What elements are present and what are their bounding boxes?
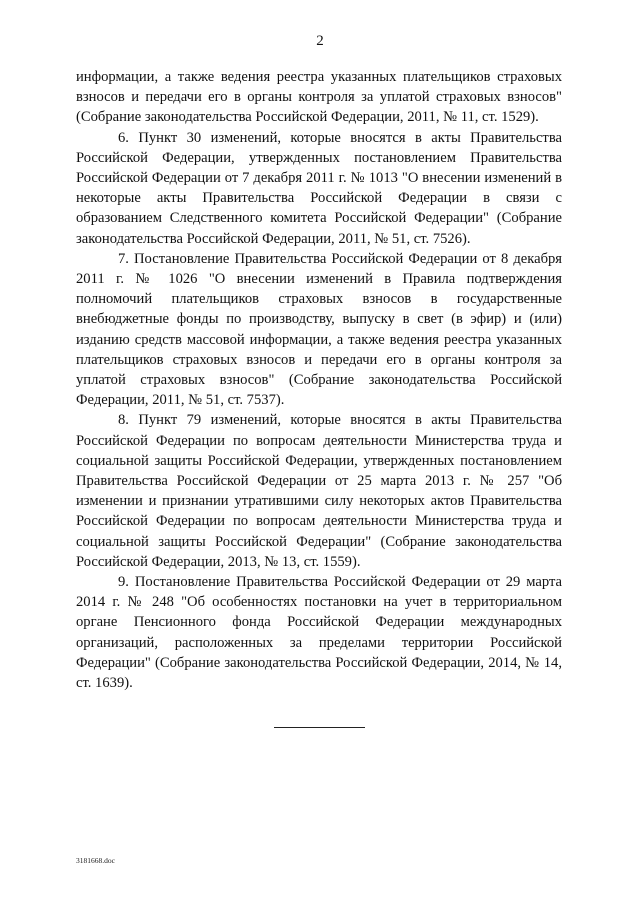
document-body xyxy=(76,67,562,693)
footer-file-name: 3181668.doc xyxy=(76,856,115,865)
paragraph-item-9: 9. Постановление Правительства Российской Федерации от 29 марта 2014 г. № 248 "Об особенностях постановки на учет в территориальном органе Пенсионного фонда Российской Федерации международных организаций, расположенных за пределами территории Российской Федерации" (Собрание законодательства Российской Федерации, 2014, № 14, ст. 1639). xyxy=(76,574,562,692)
paragraph-item-6: 6. Пункт 30 изменений, которые вносятся в акты Правительства Российской Федерации, утвержденных постановлением Правительства Российской Федерации от 7 декабря 2011 г. № 1013 "О внесении изменений в некоторые акты Правительства Российской Федерации в связи с образованием Следственного комитета Российской Федерации" (Собрание законодательства Российской Федерации, 2011, № 51, ст. 7526). xyxy=(76,129,562,247)
page-number: 2 xyxy=(316,33,324,49)
paragraph-continuation: информации, а также ведения реестра указанных плательщиков страховых взносов и передачи его в органы контроля за уплатой страховых взносов" (Собрание законодательства Российской Федерации, 2011, № 11, ст. 1529). xyxy=(76,69,562,126)
paragraph-item-8: 8. Пункт 79 изменений, которые вносятся в акты Правительства Российской Федерации по вопросам деятельности Министерства труда и социальной защиты Российской Федерации, утвержденных постановлением Правительства Российской Федерации от 25 марта 2013 г. № 257 "Об изменении и признании утратившими силу некоторых актов Правительства Российской Федерации по вопросам деятельности Министерства труда и социальной защиты Российской Федерации" (Собрание законодательства Российской Федерации, 2013, № 13, ст. 1559). xyxy=(76,412,562,570)
paragraph-item-7: 7. Постановление Правительства Российской Федерации от 8 декабря 2011 г. № 1026 "О внесении изменений в Правила подтверждения полномочий плательщиков страховых взносов в государственные внебюджетные фонды по производству, выпуску в свет (в эфир) и (или) изданию средств массовой информации, а также ведения реестра указанных плательщиков страховых взносов и передачи его в органы контроля за уплатой страховых взносов" (Собрание законодательства Российской Федерации, 2011, № 51, ст. 7537). xyxy=(76,250,562,409)
end-of-document-rule xyxy=(274,727,365,728)
